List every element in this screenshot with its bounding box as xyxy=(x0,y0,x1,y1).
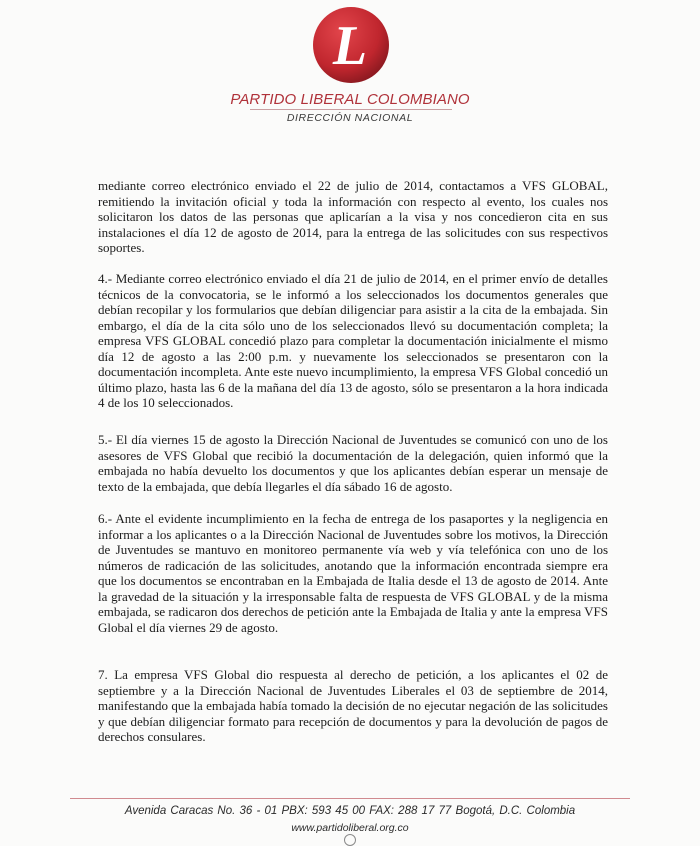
party-logo xyxy=(312,6,390,84)
paragraph-item-4: 4.- Mediante correo electrónico enviado el día 21 de julio de 2014, en el primer envío de detalles técnicos de la convocatoria, se le informó a los seleccionados los documentos generales que debían recopilar y los formularios que debían diligenciar para asistir a la cita de la embajada. Sin embargo, el día de la cita sólo uno de los seleccionados llevó su documentación completa; la empresa VFS GLOBAL concedió plazo para completar la documentación inicialmente el mismo día 12 de agosto a las 2:00 p.m. y nuevamente los seleccionados se presentaron con la documentación incompleta. Ante este nuevo incumplimiento, la empresa VFS Global concedió un último plazo, hasta las 6 de la mañana del día 13 de agosto, sólo se presentaron a la hora indicada 4 de los 10 seleccionados. xyxy=(98,271,608,410)
logo-letter: L xyxy=(332,15,368,77)
footer-seal-icon xyxy=(344,834,356,846)
footer-address: Avenida Caracas No. 36 - 01 PBX: 593 45 00 FAX: 288 17 77 Bogotá, D.C. Colombia xyxy=(124,805,576,817)
paragraph-intro: mediante correo electrónico enviado el 22 de julio de 2014, contactamos a VFS GLOBAL, remitiendo la invitación oficial y toda la información con respecto al evento, los cuales nos solicitaron los datos de las personas que aplicarían a la visa y nos concedieron cita en sus instalaciones el día 12 de agosto de 2014, para la entrega de las solicitudes con sus respectivos soportes. xyxy=(98,178,608,255)
footer-divider xyxy=(70,798,630,799)
header-divider xyxy=(250,109,452,110)
paragraph-item-7: 7. La empresa VFS Global dio respuesta al derecho de petición, a los aplicantes el 02 de septiembre y a la Dirección Nacional de Juventudes Liberales el 03 de septiembre de 2014, manifestando que la embajada había tomado la decisión de no ejecutar negación de las solicitudes y que debían diligenciar formato para recepción de documentos y para la devolución de pagos de derechos consulares. xyxy=(98,667,608,744)
paragraph-item-6: 6.- Ante el evidente incumplimiento en la fecha de entrega de los pasaportes y la negligencia en informar a los aplicantes o a la Dirección Nacional de Juventudes sobre los motivos, la Dirección de Juventudes se mantuvo en monitoreo permanente vía web y vía telefónica con uno de los números de radicación de las solicitudes, anotando que la información encontrada siempre era que los documentos se encontraban en la Embajada de Italia desde el 13 de agosto de 2014. Ante la gravedad de la situación y la irresponsable falta de respuesta de VFS GLOBAL y de la misma embajada, se radicaron dos derechos de petición ante la Embajada de Italia y ante la empresa VFS Global el día viernes 29 de agosto. xyxy=(98,511,608,635)
party-name: PARTIDO LIBERAL COLOMBIANO xyxy=(230,91,470,108)
footer-website: www.partidoliberal.org.co xyxy=(291,822,409,834)
paragraph-item-5: 5.- El día viernes 15 de agosto la Dirección Nacional de Juventudes se comunicó con uno de los asesores de VFS Global que recibió la documentación de la delegación, quien informó que la embajada no había devuelto los documentos y que los aplicantes debían esperar un mensaje de texto de la embajada, que debía llegarles el día sábado 16 de agosto. xyxy=(98,432,608,494)
direction-subtitle: DIRECCIÓN NACIONAL xyxy=(286,112,414,124)
